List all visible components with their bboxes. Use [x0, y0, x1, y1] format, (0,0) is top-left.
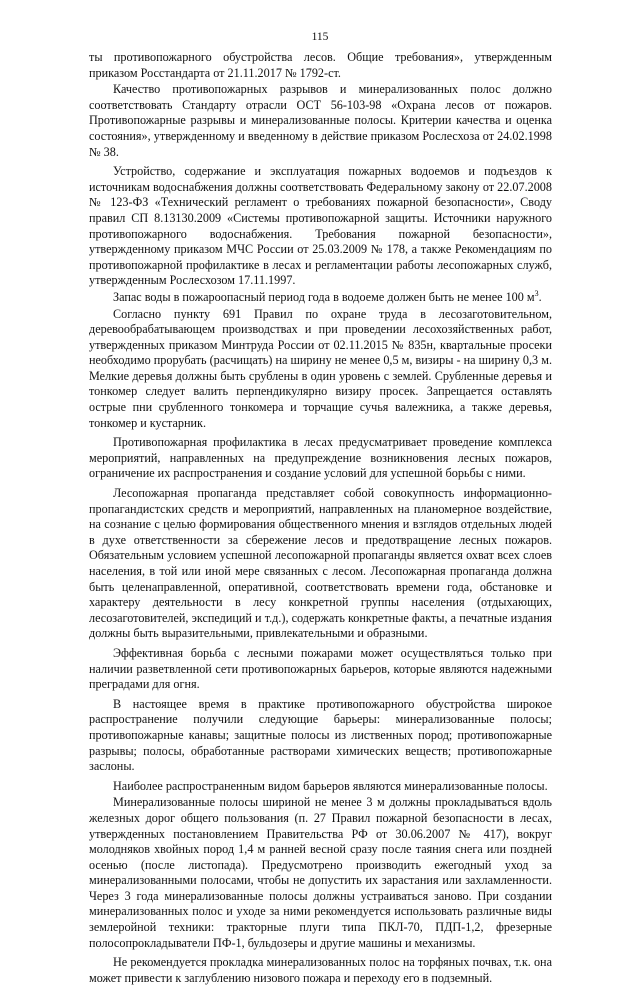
cubic-superscript: 3: [534, 288, 539, 298]
paragraph-4: [89, 290, 552, 306]
paragraph-3: Устройство, содержание и эксплуатация пожарных водоемов и подъездов к источникам водоснабжения должны соответствовать Федеральному закону от 22.07.2008 № 123-ФЗ «Технический регламент о требованиях пожарной безопасности», Своду правил СП 8.13130.2009 «Системы противопожарной защиты. Источники наружного противопожарного водоснабжения. Требования пожарной безопасности», утвержденному приказом МЧС России от 25.03.2009 № 178, а также Рекомендациям по противопожарной профилактике в лесах и регламентации работы лесопожарных служб, утвержденным Рослесхозом 17.11.1997.: [89, 164, 552, 288]
page-number: 115: [311, 31, 329, 43]
paragraph-10: Наиболее распространенным видом барьеров являются минерализованные полосы.: [113, 778, 548, 793]
paragraph-6: Противопожарная профилактика в лесах предусматривает проведение комплекса мероприятий, направленных на предупреждение возникновения лесных пожаров, ограничение их распространения и создание условий для успешной борьбы с ними.: [89, 435, 552, 481]
paragraph-2: Качество противопожарных разрывов и минерализованных полос должно соответствовать Стандарту отрасли ОСТ 56-103-98 «Охрана лесов от пожаров. Противопожарные разрывы и минерализованные полосы. Критерии качества и оценка состояния», утвержденному и введенному в действие приказом Рослесхоза от 24.02.1998 № 38.: [89, 82, 552, 159]
water-reserve-period: .: [538, 289, 542, 304]
paragraph-5: Согласно пункту 691 Правил по охране труда в лесозаготовительном, деревообрабатывающем производствах и при проведении лесохозяйственных работ, утвержденных приказом Минтруда России от 02.11.2015 № 835н, квартальные просеки необходимо прорубать (расчищать) на ширину не менее 0,5 м, визиры - на ширину 0,3 м. Мелкие деревья должны быть срублены в один уровень с землей. Срубленные деревья и тонкомер следует валить перпендикулярно визиру просек. Запрещается оставлять острые пни срубленного тонкомера и торчащие сучья валежника, а также деревья, тонкомер и кустарник.: [89, 306, 552, 430]
paragraph-8: Эффективная борьба с лесными пожарами может осуществляться только при наличии разветвленной сети противопожарных барьеров, которые являются надежными преградами для огня.: [89, 645, 552, 692]
page-body: [89, 50, 552, 990]
paragraph-11: Минерализованные полосы шириной не менее 3 м должны прокладываться вдоль железных дорог общего пользования (п. 27 Правил пожарной безопасности в лесах, утвержденных постановлением Правительства РФ от 30.06.2007 № 417), вокруг молодняков хвойных пород 1,4 м ранней весной сразу после таяния снега или поздней осенью (после листопада). Предусмотрено производить ежегодный уход за минерализованными полосами, чтобы не допустить их зарастания или захламленности. Через 3 года минерализованные полосы должны устраиваться заново. При создании минерализованных полос и уходе за ними рекомендуется использовать различные виды землеройной техники: тракторные плуги типа ПКЛ-70, ПДП-1,2, фрезерные полосопрокладыватели ПФ-1, бульдозеры и другие машины и механизмы.: [89, 795, 552, 950]
paragraph-9: В настоящее время в практике противопожарного обустройства широкое распространение получили следующие барьеры: минерализованные полосы; противопожарные канавы; защитные полосы из лиственных пород; противопожарные разрывы; полосы, обработанные растворами химических веществ; противопожарные заслоны.: [89, 696, 552, 774]
water-reserve-text: Запас воды в пожароопасный период года в водоеме должен быть не менее 100 м: [113, 289, 535, 304]
paragraph-1: ты противопожарного обустройства лесов. Общие требования», утвержденным приказом Росстандарта от 21.11.2017 № 1792-ст.: [89, 50, 552, 80]
paragraph-12: Не рекомендуется прокладка минерализованных полос на торфяных почвах, т.к. она может привести к заглублению низового пожара и переходу его в подземный.: [89, 955, 552, 985]
paragraph-7: Лесопожарная пропаганда представляет собой совокупность информационно-пропагандистских средств и мероприятий, направленных на планомерное воздействие, на сознание с целью формирования общественного мнения и взглядов отдельных людей в духе ответственности за сбережение лесов и предотвращение лесных пожаров. Обязательным условием успешной лесопожарной пропаганды является охват всех слоев населения, в той или иной мере связанных с лесом. Лесопожарная пропаганда должна быть целенаправленной, оперативной, соответствовать времени года, обстановке и характеру деятельности в лесу конкретной группы населения (отдыхающих, лесозаготовителей, экспедиций и т.д.), содержать конкретные факты, а печатные издания должны быть выразительными, привлекательными и образными.: [89, 486, 552, 641]
